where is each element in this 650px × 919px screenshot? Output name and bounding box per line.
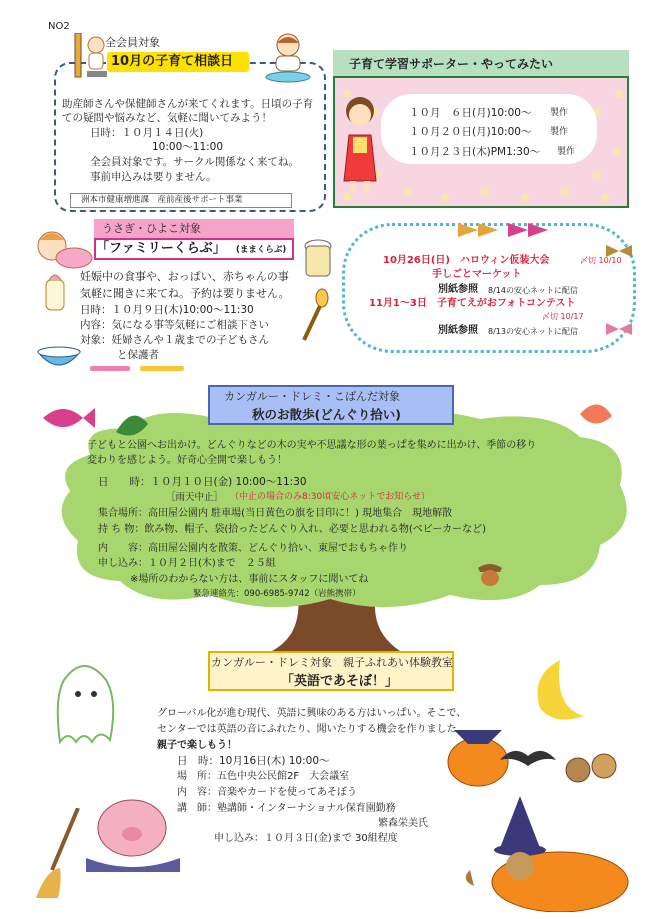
supporter-item-1-what: 製作 (550, 108, 569, 118)
consult-audience: 全会員対象 (105, 36, 160, 49)
walk-title: 秋のお散歩(どんぐり拾い) (252, 407, 401, 422)
english-teacher-name: 繁森栄美氏 (378, 818, 428, 829)
consult-org: 洲本市健康増進課 産前産後サポート事業 (81, 195, 243, 205)
acorn-icon (472, 558, 508, 588)
walk-content: 内 容：高田屋公園内を散策、どんぐり拾い、東屋でおもちゃ作り (98, 543, 408, 554)
english-desc-2: センターでは英語の音にふれたり、聞いたりする機会を作りました。 (157, 724, 467, 735)
moon-icon (520, 656, 600, 726)
crawling-baby-illustration (34, 228, 94, 272)
halloween-ref-1: 別紙参照 (438, 284, 478, 295)
family-desc-1: 妊娠中の食事や、おっぱい、赤ちゃんの事 (80, 270, 289, 283)
family-content: 内容：気になる事等気軽にご相談下さい (80, 319, 269, 331)
photo-contest-deadline: 〆切 10/17 (542, 312, 584, 321)
supporter-title: 子育て学習サポーター・やってみたい (349, 57, 554, 71)
supporter-item-2-date: １０月２０日(月)10:00～ (409, 126, 532, 138)
consult-desc-1: 助産師さんや保健師さんが来てくれます。日頃の子育 (62, 98, 314, 110)
walk-audience: カンガルー・ドレミ・こばんだ対象 (224, 390, 400, 403)
halloween-ref-1-note: 8/14の安心ネットに配信 (488, 286, 578, 295)
walk-desc-2: 変わりを感じよう。好奇心全開で楽しもう！ (87, 455, 287, 466)
halloween-ref-2: 別紙参照 (438, 325, 478, 336)
pig-witch-illustration (84, 796, 184, 872)
fish-leaf-icon (37, 398, 97, 438)
page-number: NO2 (48, 21, 70, 32)
baby-scale-illustration (262, 31, 314, 83)
consult-date: 日時：１０月１４日(火) (90, 127, 204, 139)
bow-decoration (604, 235, 634, 345)
family-target-2: と保護者 (117, 349, 159, 361)
walk-desc-1: 子どもと公園へお出かけ。どんぐりなどの木の実や不思議な形の葉っぱを集めに出かけ、季節の移り (87, 440, 537, 451)
supporter-item-3-date: １０月２３日(木)PM1:30～ (409, 146, 541, 158)
photo-contest-line: 11月1～3日 子育てえがおフォトコンテスト (369, 298, 576, 309)
consult-time: 10:00～11:00 (152, 141, 224, 153)
family-date: 日時：１０月９日(木)10:00～11:30 (80, 304, 254, 316)
girl-illustration (340, 93, 380, 203)
english-teacher: 講 師：塾講師・インターナショナル保育園勤務 (177, 803, 396, 814)
consult-note-1: 全会員対象です。サークル関係なく来てね。 (90, 156, 299, 168)
consult-note-2: 事前申込みは要りません。 (90, 171, 217, 183)
family-target: 対象：妊婦さんや１歳までの子どもさん (80, 334, 269, 346)
walk-items: 持 ち 物：飲み物、帽子、袋(拾ったどんぐり入れ、必要と思われる物(ベビーカーなど) (98, 524, 487, 535)
leaf-icon-right (576, 398, 616, 428)
family-title: 「ファミリーくらぶ」 (96, 241, 226, 256)
family-audience: うさぎ・ひよこ対象 (102, 222, 201, 235)
supporter-item-3-what: 製作 (557, 147, 576, 157)
leaf-icon-left (112, 408, 152, 438)
halloween-ref-2-note: 8/13の安心ネットに配信 (488, 327, 578, 336)
english-title: 「英語であそぼ！」 (281, 674, 399, 689)
ghost-illustration (44, 658, 124, 744)
english-date: 日 時：10月16日(木) 10:00～ (177, 755, 330, 767)
cutlery-icon (88, 358, 188, 378)
cookies-icon (560, 748, 620, 788)
english-audience: カンガルー・ドレミ対象 親子ふれあい体験教室 (211, 656, 453, 669)
walk-date: 日 時：１０月１０日(金) 10:00～11:30 (98, 476, 307, 488)
english-apply: 申し込み：１０月３日(金)まで 30組程度 (214, 833, 398, 844)
spoon-icon (292, 288, 332, 348)
consult-title: 10月の子育て相談日 (111, 54, 234, 69)
english-desc-1: グローバル化が進む現代、英語に興味のある方はいっぱい。そこで、 (157, 708, 467, 719)
english-desc-3: 親子で楽しもう！ (157, 740, 237, 751)
broom-icon (32, 808, 92, 898)
walk-rain: ［雨天中止］ (166, 492, 224, 503)
baby-food-jar-icon (300, 236, 336, 282)
walk-rain-note: （中止の場合のみ8:30頃安心ネットでお知らせ） (230, 492, 430, 502)
consult-desc-2: ての疑問や悩みなど、気軽に聞いてみよう！ (62, 112, 272, 124)
bottle-icon (32, 272, 78, 312)
bat-icon (498, 744, 558, 770)
walk-contact: 緊急連絡先：090-6985-9742（岩熊携帯） (193, 589, 361, 599)
supporter-item-2-what: 製作 (550, 127, 569, 137)
family-desc-2: 気軽に聞きに来てね。予約は要りません。 (80, 287, 290, 300)
walk-place: 集合場所：高田屋公園内 駐車場(当日黄色の旗を目印に！) 現地集合 現地解散 (98, 508, 453, 519)
walk-apply: 申し込み：１０月２日(木)まで ２５組 (98, 558, 276, 569)
ribbon-decoration (448, 219, 548, 241)
english-content: 内 容：音楽やカードを使ってあそぼう (177, 787, 357, 798)
bowl-icon (34, 344, 84, 374)
halloween-line-2: 手しごとマーケット (432, 269, 522, 280)
supporter-item-1-date: １０月 ６日(月)10:00～ (409, 107, 532, 119)
halloween-line-1: 10月26日(日) ハロウィン仮装大会 (383, 255, 550, 266)
walk-note: ※場所のわからない方は、事前にスタッフに聞いてね (130, 574, 369, 585)
family-title-sub: (ままくらぶ) (236, 245, 287, 255)
halloween-deadline-1: 〆切 10/10 (580, 256, 622, 265)
english-place: 場 所：五色中央公民館2F 大会議室 (177, 771, 350, 782)
big-pumpkin-witch-illustration (460, 796, 630, 912)
